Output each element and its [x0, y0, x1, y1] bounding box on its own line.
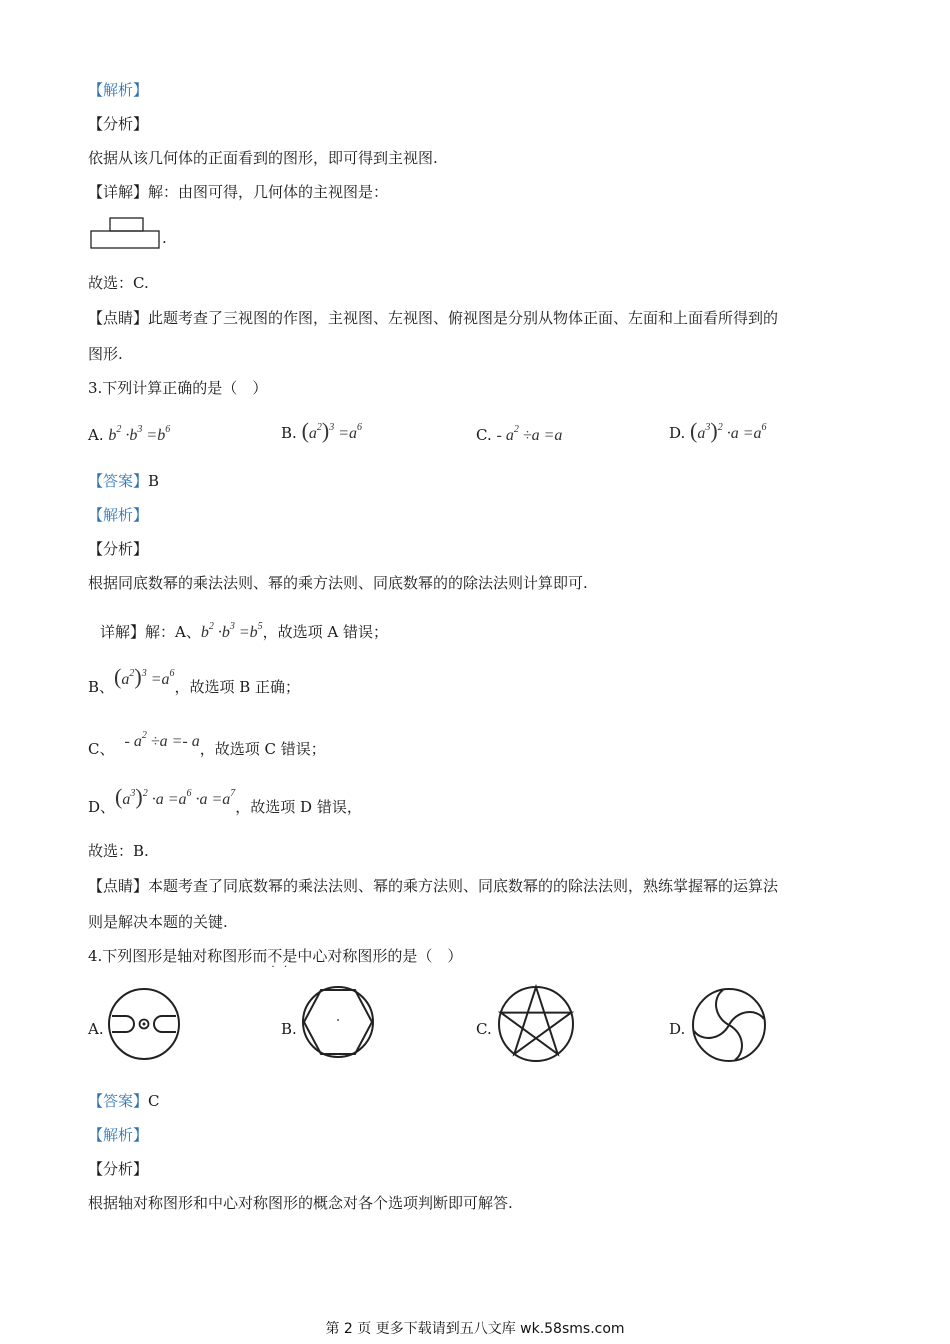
option-d-figure: [690, 986, 768, 1064]
q3-detail-b: [88, 664, 301, 698]
dianjing-tag: 【点睛】: [88, 309, 149, 327]
detail-a-expr: $b^2 \cdot b^3 =b^5$: [200, 621, 263, 641]
option-b-expr: $(a^2)^3 =a^6$: [301, 418, 363, 443]
q2-choose: 故选：C.: [88, 274, 149, 292]
front-view-figure: [88, 214, 168, 254]
answer-value: C: [148, 1092, 160, 1110]
emphasis-text: 不是: [267, 947, 298, 965]
figure-period: .: [162, 229, 167, 247]
q3-detail-a: [100, 617, 388, 643]
page-footer: 第 2 页 更多下载请到五八文库 wk.58sms.com: [325, 1321, 625, 1337]
detail-d-prefix: D、: [88, 798, 116, 816]
dianjing-tag: 【点睛】: [88, 877, 149, 895]
q2-detail-text: 【详解】解：由图可得，几何体的主视图是：: [88, 183, 389, 201]
q3-dianjing: [88, 876, 778, 896]
q3-jiexi-heading: 【解析】: [88, 506, 149, 524]
answer-tag: 【答案】: [88, 472, 149, 490]
q3-option-b: [281, 418, 362, 444]
detail-c-prefix: C、: [88, 740, 115, 758]
detail-c-expr: - $a^2 \div a =- a$: [124, 730, 200, 750]
q2-dianjing-line2: 图形.: [88, 345, 123, 363]
option-label: A.: [88, 426, 104, 444]
q3-fenxi-heading: 【分析】: [88, 540, 149, 558]
dianjing-text: 此题考查了三视图的作图，主视图、左视图、俯视图是分别从物体正面、左面和上面看所得到的: [148, 309, 779, 327]
q4-option-b-label: B.: [281, 1020, 297, 1038]
option-a-expr: $b^2 \cdot b^3 =b^6$: [108, 424, 171, 444]
q4-fenxi-heading: 【分析】: [88, 1160, 149, 1178]
q3-detail-c: [88, 730, 326, 760]
detail-d-suffix: ，故选项 D 错误，: [235, 798, 362, 816]
q2-fenxi-text: 依据从该几何体的正面看到的图形，即可得到主视图.: [88, 149, 438, 167]
q4-fenxi-text: 根据轴对称图形和中心对称图形的概念对各个选项判断即可解答.: [88, 1194, 513, 1212]
option-label: B.: [281, 424, 297, 442]
detail-c-suffix: ，故选项 C 错误；: [199, 740, 326, 758]
q2-jiexi-heading: 【解析】: [88, 81, 149, 99]
q3-question: 3.下列计算正确的是（ ）: [88, 379, 268, 397]
option-label: C.: [476, 426, 492, 444]
option-d-expr: $(a^3)^2 \cdot a =a^6$: [690, 418, 767, 443]
answer-value: B: [148, 472, 160, 490]
q3-option-c: [476, 424, 562, 445]
q2-dianjing: [88, 308, 778, 328]
question-pre: 4.下列图形是轴对称图形而: [88, 947, 268, 965]
q3-option-d: [669, 418, 767, 444]
emphasis-dots: · ·: [271, 962, 288, 973]
q4-option-c-label: C.: [476, 1020, 492, 1038]
question-emphasis: [267, 947, 298, 973]
detail-a-suffix: ，故选项 A 错误；: [262, 623, 389, 641]
q3-answer: [88, 471, 159, 491]
q3-option-a: [88, 424, 170, 445]
q3-fenxi-text: 根据同底数幂的乘法法则、幂的乘方法则、同底数幂的的除法法则计算即可.: [88, 574, 588, 592]
detail-prefix: 详解】解：A、: [100, 623, 201, 641]
option-label: D.: [669, 424, 686, 442]
q4-option-d-label: D.: [669, 1020, 686, 1038]
detail-b-prefix: B、: [88, 678, 115, 696]
q2-fenxi-heading: 【分析】: [88, 115, 149, 133]
dianjing-text: 本题考查了同底数幂的乘法法则、幂的乘方法则、同底数幂的的除法法则，熟练掌握幂的运算法: [148, 877, 779, 895]
detail-b-expr: $(a^2)^3 =a^6$: [114, 664, 175, 689]
q3-detail-d: [88, 784, 362, 818]
answer-tag: 【答案】: [88, 1092, 149, 1110]
option-a-figure: [106, 986, 182, 1062]
q4-question: [88, 946, 463, 973]
q4-jiexi-heading: 【解析】: [88, 1126, 149, 1144]
option-c-expr: - $a^2 \div a =a$: [496, 424, 563, 444]
question-post: 中心对称图形的是（ ）: [297, 947, 463, 965]
q3-dianjing-line2: 则是解决本题的关键.: [88, 913, 228, 931]
option-b-figure: [300, 984, 376, 1060]
detail-b-suffix: ，故选项 B 正确；: [174, 678, 301, 696]
option-c-figure: [496, 984, 576, 1064]
q4-option-a-label: A.: [88, 1020, 104, 1038]
q4-answer: [88, 1091, 160, 1111]
detail-d-expr: $(a^3)^2 \cdot a =a^6 \cdot a =a^7$: [115, 784, 236, 809]
q3-choose: 故选：B.: [88, 842, 149, 860]
